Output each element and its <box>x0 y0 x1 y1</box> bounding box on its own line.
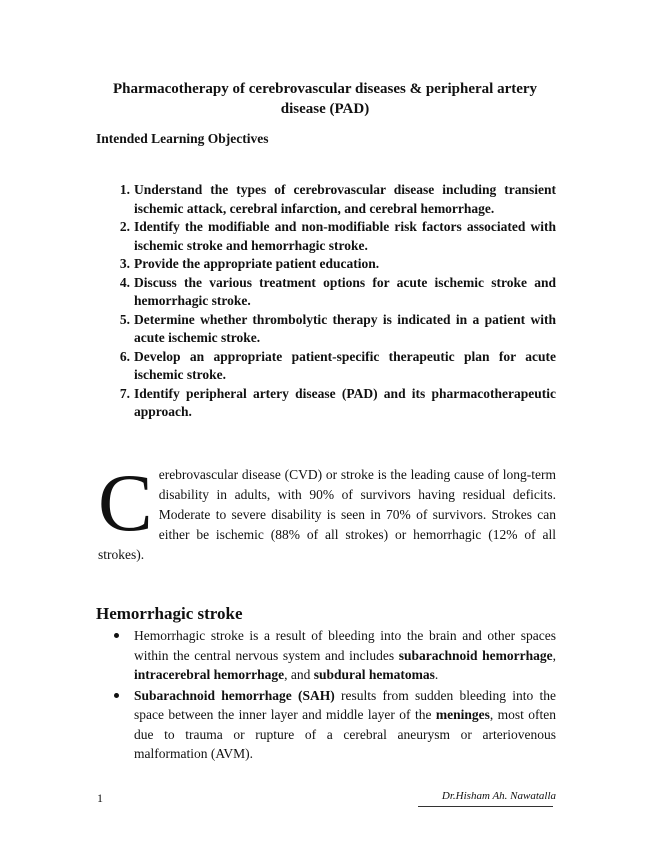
objective-item <box>108 348 556 385</box>
objective-number: 2. <box>119 219 130 234</box>
objectives-heading: Intended Learning Objectives <box>96 131 269 146</box>
bullet-item <box>112 686 556 764</box>
objectives-list <box>108 181 556 422</box>
objective-text: Identify peripheral artery disease (PAD) and its pharmacotherapeutic approach. <box>134 385 556 419</box>
objective-number: 5. <box>119 311 130 327</box>
objective-number: 6. <box>119 348 130 364</box>
bullet-text <box>134 686 556 764</box>
bold-term: Subarachnoid hemorrhage (SAH) <box>134 687 335 703</box>
intro-text: erebrovascular disease (CVD) or stroke is the leading cause of long-term disability in adults, with 90% of survivors having residual deficits. Moderate to severe disability is seen in 70% of survivors. Strokes can either be ischemic (88% of all strokes) or hemorrhagic (12% of all strokes). <box>98 467 556 562</box>
objective-item <box>108 274 556 311</box>
objective-item <box>108 218 556 255</box>
objective-text: Identify the modifiable and non-modifiable risk factors associated with ischemic stroke and hemorrhagic stroke. <box>134 219 556 253</box>
section-heading: Hemorrhagic stroke <box>96 604 243 623</box>
bullet-text-part: , and <box>284 667 314 682</box>
objective-number: 4. <box>119 274 130 290</box>
bold-term: subdural hematomas <box>313 667 435 682</box>
page-title: Pharmacotherapy of cerebrovascular diseases & peripheral artery disease (PAD) <box>112 81 538 117</box>
objective-item <box>108 181 556 218</box>
bullet-text-part: , most often due to trauma or rupture of a cerebral aneurysm or arteriovenous malformation (AVM). <box>134 707 557 761</box>
objective-text: Discuss the various treatment options for acute ischemic stroke and hemorrhagic stroke. <box>134 274 556 308</box>
page-number: 1 <box>97 791 103 805</box>
bold-term: intracerebral hemorrhage <box>134 667 285 682</box>
bullet-text-part: , <box>552 647 556 663</box>
objective-item <box>108 385 556 422</box>
objective-number: 7. <box>119 385 130 401</box>
bullet-text-part: results from sudden bleeding into the space between the inner layer and middle layer of the <box>134 687 556 722</box>
bullet-dot-icon <box>114 633 119 638</box>
objective-text: Understand the types of cerebrovascular disease including transient ischemic attack, cerebral infarction, and cerebral hemorrhage. <box>134 182 556 216</box>
objective-text: Determine whether thrombolytic therapy is indicated in a patient with acute ischemic stroke. <box>134 311 556 345</box>
objective-number: 3. <box>119 256 130 271</box>
bold-term: meninges <box>435 707 490 722</box>
objective-number: 1. <box>119 182 130 197</box>
objective-item <box>108 311 556 348</box>
bullet-dot-icon <box>114 693 119 698</box>
footer-rule <box>418 806 553 807</box>
objective-item <box>108 255 556 274</box>
footer-author: Dr.Hisham Ah. Nawatalla <box>441 790 556 802</box>
objective-text: Develop an appropriate patient-specific therapeutic plan for acute ischemic stroke. <box>134 348 556 382</box>
bullet-item <box>112 626 556 685</box>
objective-text: Provide the appropriate patient education. <box>134 256 380 271</box>
bold-term: subarachnoid hemorrhage <box>398 647 553 663</box>
hemorrhagic-bullets <box>112 626 556 765</box>
bullet-text-part: . <box>434 667 439 682</box>
intro-paragraph <box>98 457 556 565</box>
bullet-text-part: Hemorrhagic stroke is a result of bleeding into the brain and other spaces within the central nervous system and includes <box>134 628 556 663</box>
bullet-text <box>134 626 556 685</box>
drop-cap: C <box>98 457 153 548</box>
